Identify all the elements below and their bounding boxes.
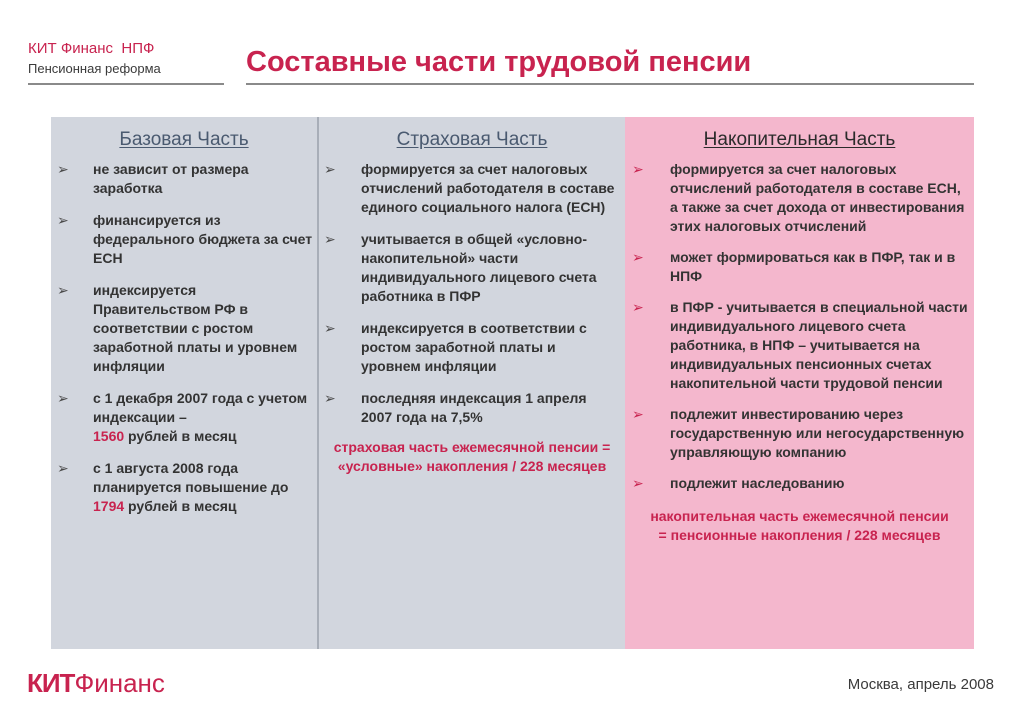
item-text: последняя индексация 1 апреля 2007 года на 7,5% (361, 390, 587, 425)
arrow-bullet-icon: ➢ (57, 161, 69, 177)
item-text: индексируется в соответствии с ростом заработной платы и уровнем инфляции (361, 320, 587, 374)
list-insurance (319, 160, 625, 427)
arrow-bullet-icon: ➢ (57, 212, 69, 228)
formula-line: = пенсионные накопления / 228 месяцев (658, 527, 941, 543)
list-base (51, 160, 317, 516)
list-item (625, 160, 974, 236)
brand-title (28, 40, 228, 58)
item-text: рублей в месяц (128, 498, 237, 514)
item-text: в ПФР - учитывается в специальной части индивидуального лицевого счета работника, в НПФ – учитывается на индивидуальных пенсионных счетах накопительной части трудовой пенсии (670, 299, 968, 391)
item-text: рублей в месяц (128, 428, 237, 444)
list-funded (625, 160, 974, 493)
list-item (319, 389, 625, 427)
column-funded (625, 117, 974, 649)
arrow-bullet-icon: ➢ (324, 161, 336, 177)
item-text: формируется за счет налоговых отчислений работодателя в составе ЕСН, а также за счет дохода от инвестирования этих налоговых отчислений (670, 161, 965, 234)
list-item (51, 459, 317, 516)
brand-block (28, 40, 228, 77)
list-item (51, 160, 317, 198)
arrow-bullet-icon: ➢ (324, 231, 336, 247)
brand-suffix: НПФ (121, 40, 155, 57)
title-divider (246, 83, 974, 85)
list-item (625, 405, 974, 462)
list-item (51, 211, 317, 268)
item-text: индексируется Правительством РФ в соответствии с ростом заработной платы и уровнем инфляции (93, 282, 298, 374)
list-item (319, 230, 625, 306)
list-item (625, 474, 974, 493)
column-heading-insurance: Страховая Часть (396, 129, 548, 150)
item-text: с 1 декабря 2007 года с учетом индексации – (93, 390, 308, 425)
arrow-bullet-icon: ➢ (632, 161, 644, 177)
logo-bold: КИТ (27, 668, 75, 698)
list-item (319, 160, 625, 217)
arrow-bullet-icon: ➢ (324, 390, 336, 406)
logo-rest: Финанс (74, 668, 165, 698)
amount-value: 1560 (93, 428, 125, 444)
column-heading-base: Базовая Часть (119, 129, 249, 150)
item-text: с 1 августа 2008 года планируется повышение до (93, 460, 289, 495)
column-base (51, 117, 317, 649)
arrow-bullet-icon: ➢ (324, 320, 336, 336)
item-text: финансируется из федерального бюджета за счет ЕСН (93, 212, 313, 266)
item-text: не зависит от размера заработка (93, 161, 249, 196)
list-item (51, 281, 317, 376)
formula-line: «условные» накопления / 228 месяцев (337, 458, 607, 474)
brand-divider (28, 83, 224, 85)
arrow-bullet-icon: ➢ (632, 406, 644, 422)
item-text: подлежит наследованию (670, 475, 845, 491)
funded-formula (625, 507, 974, 545)
list-item (625, 248, 974, 286)
arrow-bullet-icon: ➢ (57, 282, 69, 298)
item-text: учитывается в общей «условно-накопительной» части индивидуального лицевого счета работника в ПФР (361, 231, 597, 304)
item-text: подлежит инвестированию через государственную или негосударственную управляющую компанию (670, 406, 965, 460)
company-logo (27, 668, 165, 698)
arrow-bullet-icon: ➢ (632, 475, 644, 491)
column-heading-funded: Накопительная Часть (703, 129, 896, 150)
list-item (625, 298, 974, 393)
list-item (51, 389, 317, 446)
brand-name: КИТ Финанс (28, 40, 114, 57)
insurance-formula (319, 438, 625, 476)
item-text: может формироваться как в ПФР, так и в НПФ (670, 249, 956, 284)
arrow-bullet-icon: ➢ (57, 460, 69, 476)
brand-subtitle: Пенсионная реформа (28, 61, 161, 76)
arrow-bullet-icon: ➢ (57, 390, 69, 406)
footer-date: Москва, апрель 2008 (847, 676, 994, 693)
arrow-bullet-icon: ➢ (632, 299, 644, 315)
list-item (319, 319, 625, 376)
formula-line: страховая часть ежемесячной пенсии = (333, 439, 611, 455)
arrow-bullet-icon: ➢ (632, 249, 644, 265)
item-text: формируется за счет налоговых отчислений работодателя в составе единого социального налога (ЕСН) (361, 161, 615, 215)
page-title: Составные части трудовой пенсии (246, 46, 752, 78)
amount-value: 1794 (93, 498, 125, 514)
column-insurance (319, 117, 625, 649)
formula-line: накопительная часть ежемесячной пенсии (650, 508, 949, 524)
